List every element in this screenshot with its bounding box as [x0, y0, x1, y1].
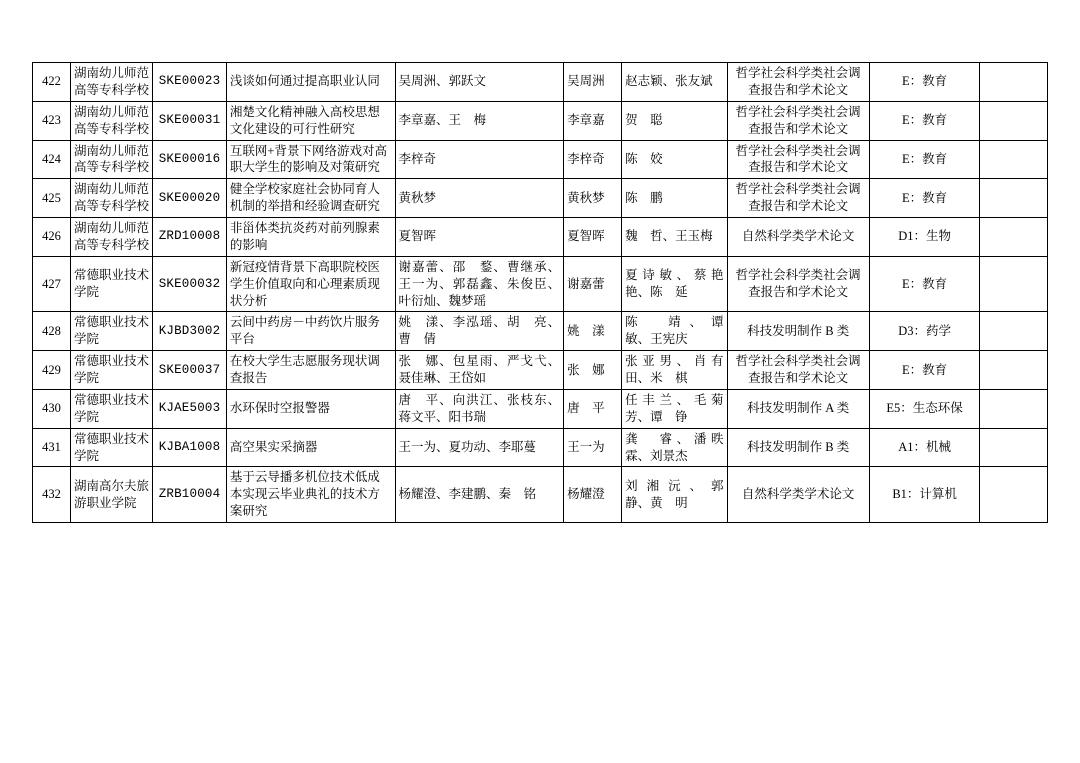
cell-blank: [980, 389, 1048, 428]
table-row: [33, 256, 1048, 312]
cell-advisor: 张亚男、肖有田、米 棋: [622, 351, 727, 390]
cell-title: 健全学校家庭社会协同育人机制的举措和经验调查研究: [226, 179, 395, 218]
cell-school: 常德职业技术学院: [70, 312, 152, 351]
table-row: [33, 63, 1048, 102]
cell-title: 互联网+背景下网络游戏对高职大学生的影响及对策研究: [226, 140, 395, 179]
cell-leader: 夏智晖: [564, 218, 622, 257]
cell-school: 常德职业技术学院: [70, 428, 152, 467]
cell-members: 李章嘉、王 梅: [395, 101, 564, 140]
cell-title: 非甾体类抗炎药对前列腺素的影响: [226, 218, 395, 257]
cell-type: 科技发明制作 B 类: [727, 428, 869, 467]
cell-code: SKE00020: [153, 179, 227, 218]
cell-members: 张 娜、包星雨、严戈弋、聂佳琳、王岱如: [395, 351, 564, 390]
cell-blank: [980, 351, 1048, 390]
cell-advisor: 陈 靖、谭 敏、王宪庆: [622, 312, 727, 351]
cell-leader: 李章嘉: [564, 101, 622, 140]
cell-category: E：教育: [869, 63, 980, 102]
cell-leader: 姚 漾: [564, 312, 622, 351]
cell-members: 黄秋梦: [395, 179, 564, 218]
cell-category: D3：药学: [869, 312, 980, 351]
table-row: [33, 140, 1048, 179]
cell-advisor: 贺 聪: [622, 101, 727, 140]
cell-school: 湖南高尔夫旅游职业学院: [70, 467, 152, 523]
cell-type: 哲学社会科学类社会调查报告和学术论文: [727, 351, 869, 390]
cell-code: SKE00016: [153, 140, 227, 179]
table-row: [33, 428, 1048, 467]
cell-no: 426: [33, 218, 71, 257]
cell-type: 自然科学类学术论文: [727, 467, 869, 523]
cell-no: 430: [33, 389, 71, 428]
cell-members: 李梓奇: [395, 140, 564, 179]
cell-code: KJAE5003: [153, 389, 227, 428]
cell-title: 新冠疫情背景下高职院校医学生价值取向和心理素质现状分析: [226, 256, 395, 312]
cell-category: A1：机械: [869, 428, 980, 467]
cell-members: 杨耀澄、李建鹏、秦 铭: [395, 467, 564, 523]
table-row: [33, 351, 1048, 390]
cell-members: 谢嘉蕾、邵 鍪、曹继承、王一为、郭磊鑫、朱俊臣、叶衍灿、魏梦瑶: [395, 256, 564, 312]
cell-blank: [980, 428, 1048, 467]
cell-blank: [980, 467, 1048, 523]
cell-code: KJBD3002: [153, 312, 227, 351]
cell-category: E：教育: [869, 140, 980, 179]
cell-leader: 谢嘉蕾: [564, 256, 622, 312]
cell-leader: 杨耀澄: [564, 467, 622, 523]
table-row: [33, 312, 1048, 351]
cell-blank: [980, 101, 1048, 140]
cell-school: 湖南幼儿师范高等专科学校: [70, 179, 152, 218]
cell-category: E：教育: [869, 101, 980, 140]
cell-no: 429: [33, 351, 71, 390]
cell-code: SKE00023: [153, 63, 227, 102]
table-row: [33, 389, 1048, 428]
cell-advisor: 刘湘沅、郭 静、黄 明: [622, 467, 727, 523]
cell-no: 424: [33, 140, 71, 179]
cell-members: 唐 平、向洪江、张枝东、蒋文平、阳书瑞: [395, 389, 564, 428]
cell-blank: [980, 140, 1048, 179]
cell-type: 哲学社会科学类社会调查报告和学术论文: [727, 179, 869, 218]
cell-code: ZRB10004: [153, 467, 227, 523]
cell-no: 428: [33, 312, 71, 351]
cell-title: 基于云导播多机位技术低成本实现云毕业典礼的技术方案研究: [226, 467, 395, 523]
cell-category: B1：计算机: [869, 467, 980, 523]
cell-school: 常德职业技术学院: [70, 351, 152, 390]
cell-code: SKE00037: [153, 351, 227, 390]
cell-category: D1：生物: [869, 218, 980, 257]
cell-type: 科技发明制作 B 类: [727, 312, 869, 351]
cell-category: E：教育: [869, 256, 980, 312]
cell-code: SKE00031: [153, 101, 227, 140]
table-row: [33, 218, 1048, 257]
cell-advisor: 夏诗敏、蔡艳艳、陈 延: [622, 256, 727, 312]
cell-type: 哲学社会科学类社会调查报告和学术论文: [727, 256, 869, 312]
cell-leader: 李梓奇: [564, 140, 622, 179]
cell-blank: [980, 218, 1048, 257]
cell-no: 431: [33, 428, 71, 467]
cell-school: 湖南幼儿师范高等专科学校: [70, 63, 152, 102]
cell-members: 吴周洲、郭跃文: [395, 63, 564, 102]
cell-leader: 黄秋梦: [564, 179, 622, 218]
cell-type: 科技发明制作 A 类: [727, 389, 869, 428]
cell-no: 427: [33, 256, 71, 312]
cell-blank: [980, 179, 1048, 218]
cell-advisor: 陈 鹏: [622, 179, 727, 218]
cell-school: 湖南幼儿师范高等专科学校: [70, 140, 152, 179]
cell-code: KJBA1008: [153, 428, 227, 467]
cell-members: 夏智晖: [395, 218, 564, 257]
cell-title: 在校大学生志愿服务现状调查报告: [226, 351, 395, 390]
cell-leader: 吴周洲: [564, 63, 622, 102]
cell-school: 常德职业技术学院: [70, 256, 152, 312]
cell-school: 湖南幼儿师范高等专科学校: [70, 218, 152, 257]
cell-advisor: 陈 姣: [622, 140, 727, 179]
cell-code: SKE00032: [153, 256, 227, 312]
cell-code: ZRD10008: [153, 218, 227, 257]
cell-title: 高空果实采摘器: [226, 428, 395, 467]
cell-no: 425: [33, 179, 71, 218]
cell-no: 423: [33, 101, 71, 140]
table-row: [33, 101, 1048, 140]
cell-category: E：教育: [869, 179, 980, 218]
cell-type: 哲学社会科学类社会调查报告和学术论文: [727, 63, 869, 102]
cell-no: 432: [33, 467, 71, 523]
cell-advisor: 任丰兰、毛菊芳、谭 铮: [622, 389, 727, 428]
cell-title: 水环保时空报警器: [226, 389, 395, 428]
cell-members: 王一为、夏功动、李耶蔓: [395, 428, 564, 467]
cell-type: 哲学社会科学类社会调查报告和学术论文: [727, 101, 869, 140]
cell-type: 哲学社会科学类社会调查报告和学术论文: [727, 140, 869, 179]
cell-type: 自然科学类学术论文: [727, 218, 869, 257]
cell-advisor: 赵志颖、张友斌: [622, 63, 727, 102]
table-body: [33, 63, 1048, 523]
cell-title: 湘楚文化精神融入高校思想文化建设的可行性研究: [226, 101, 395, 140]
cell-blank: [980, 312, 1048, 351]
cell-advisor: 魏 哲、王玉梅: [622, 218, 727, 257]
cell-members: 姚 漾、李泓瑶、胡 亮、曹 倩: [395, 312, 564, 351]
cell-advisor: 龚 睿、潘昳霖、刘景杰: [622, 428, 727, 467]
cell-school: 湖南幼儿师范高等专科学校: [70, 101, 152, 140]
project-list-table: [32, 62, 1048, 523]
table-row: [33, 179, 1048, 218]
cell-leader: 唐 平: [564, 389, 622, 428]
cell-category: E：教育: [869, 351, 980, 390]
cell-blank: [980, 63, 1048, 102]
cell-category: E5：生态环保: [869, 389, 980, 428]
cell-school: 常德职业技术学院: [70, 389, 152, 428]
cell-blank: [980, 256, 1048, 312]
cell-no: 422: [33, 63, 71, 102]
cell-title: 浅谈如何通过提高职业认同: [226, 63, 395, 102]
cell-title: 云间中药房－中药饮片服务平台: [226, 312, 395, 351]
table-row: [33, 467, 1048, 523]
cell-leader: 张 娜: [564, 351, 622, 390]
cell-leader: 王一为: [564, 428, 622, 467]
